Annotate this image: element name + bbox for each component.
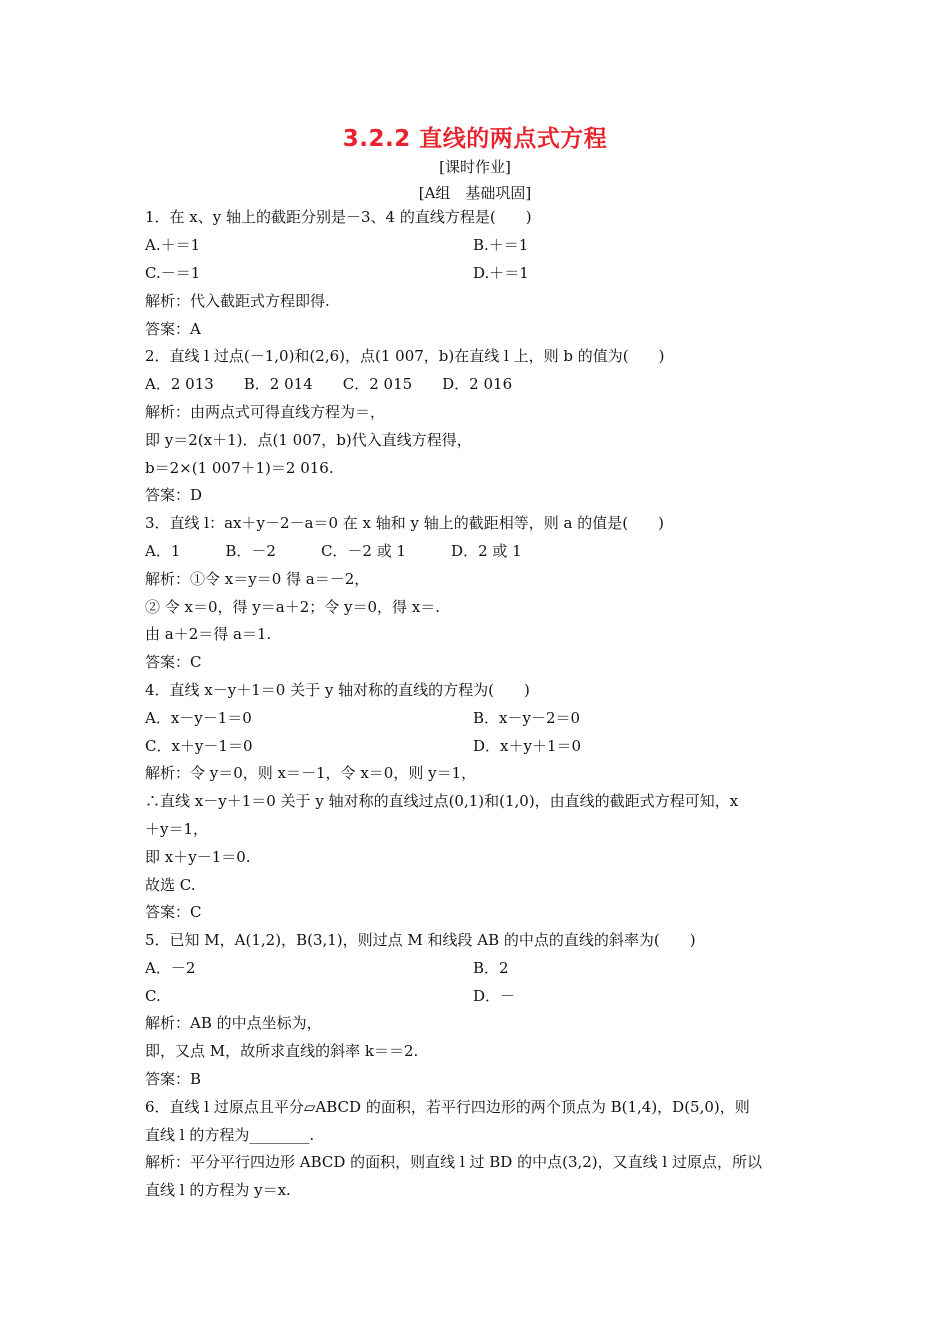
question-2-options: A．2 013 B．2 014 C．2 015 D．2 016 [145, 375, 513, 393]
question-5-answer: 答案：B [145, 1070, 202, 1088]
subtitle-homework: [课时作业] [439, 158, 511, 176]
question-3-options: A．1 B．－2 C．－2 或 1 D．2 或 1 [145, 542, 522, 560]
question-1-option-c: C.－＝1 [145, 264, 201, 282]
question-5-option-c: C. [145, 987, 161, 1005]
question-4-option-d: D．x＋y＋1＝0 [473, 737, 582, 755]
question-4-analysis-line: ∴直线 x－y＋1＝0 关于 y 轴对称的直线过点(0,1)和(1,0)，由直线的截距式方程可知，x [145, 792, 739, 810]
subtitle-group-a: [A组 基础巩固] [418, 184, 532, 202]
question-2-answer: 答案：D [145, 486, 203, 504]
question-3-answer: 答案：C [145, 653, 202, 671]
question-3-stem: 3．直线 l：ax＋y－2－a＝0 在 x 轴和 y 轴上的截距相等，则 a 的值是( ) [145, 514, 664, 532]
question-2-stem: 2．直线 l 过点(－1,0)和(2,6)，点(1 007，b)在直线 l 上，则 b 的值为( ) [145, 347, 665, 365]
question-2-analysis: 解析：由两点式可得直线方程为＝， [145, 403, 386, 421]
question-4-answer: 答案：C [145, 903, 202, 921]
question-5-analysis-line: 即，又点 M，故所求直线的斜率 k＝＝2. [145, 1042, 419, 1060]
question-4-option-b: B．x－y－2＝0 [473, 709, 581, 727]
question-6-analysis-line: 直线 l 的方程为 y＝x. [145, 1181, 291, 1199]
question-5-option-d: D．－ [473, 987, 516, 1005]
question-5-option-b: B．2 [473, 959, 509, 977]
question-1-analysis: 解析：代入截距式方程即得. [145, 292, 330, 310]
question-4-analysis-line: 故选 C. [145, 876, 196, 894]
question-6-analysis: 解析：平分平行四边形 ABCD 的面积，则直线 l 过 BD 的中点(3,2)，又直线 l 过原点，所以 [145, 1153, 762, 1171]
question-1-option-a: A.＋＝1 [145, 236, 201, 254]
question-4-option-c: C．x＋y－1＝0 [145, 737, 253, 755]
question-2-analysis-line: b＝2×(1 007＋1)＝2 016. [145, 459, 334, 477]
question-6-stem-line: 直线 l 的方程为________. [145, 1126, 315, 1144]
question-5-analysis: 解析：AB 的中点坐标为， [145, 1014, 322, 1032]
question-3-analysis: 解析：①令 x＝y＝0 得 a＝－2， [145, 570, 370, 588]
question-4-analysis-line: 即 x＋y－1＝0. [145, 848, 251, 866]
question-4-analysis: 解析：令 y＝0，则 x＝－1，令 x＝0，则 y＝1， [145, 764, 477, 782]
question-4-option-a: A．x－y－1＝0 [145, 709, 252, 727]
question-4-analysis-line: ＋y＝1， [145, 820, 209, 838]
question-5-stem: 5．已知 M，A(1,2)，B(3,1)，则过点 M 和线段 AB 的中点的直线的斜率为( ) [145, 931, 696, 949]
question-1-answer: 答案：A [145, 320, 201, 338]
question-1-stem: 1．在 x、y 轴上的截距分别是－3、4 的直线方程是( ) [145, 208, 532, 226]
question-1-option-b: B.＋＝1 [473, 236, 529, 254]
question-6-stem: 6．直线 l 过原点且平分▱ABCD 的面积，若平行四边形的两个顶点为 B(1,4)，D(5,0)，则 [145, 1098, 750, 1116]
question-2-analysis-line: 即 y＝2(x＋1)．点(1 007，b)代入直线方程得， [145, 431, 472, 449]
question-5-option-a: A．－2 [145, 959, 196, 977]
question-3-analysis-line: 由 a＋2＝得 a＝1. [145, 625, 272, 643]
page-title: 3.2.2 直线的两点式方程 [342, 126, 608, 152]
question-3-analysis-line: ② 令 x＝0，得 y＝a＋2；令 y＝0，得 x＝. [145, 598, 441, 616]
question-1-option-d: D.＋＝1 [473, 264, 529, 282]
question-4-stem: 4．直线 x－y＋1＝0 关于 y 轴对称的直线的方程为( ) [145, 681, 530, 699]
